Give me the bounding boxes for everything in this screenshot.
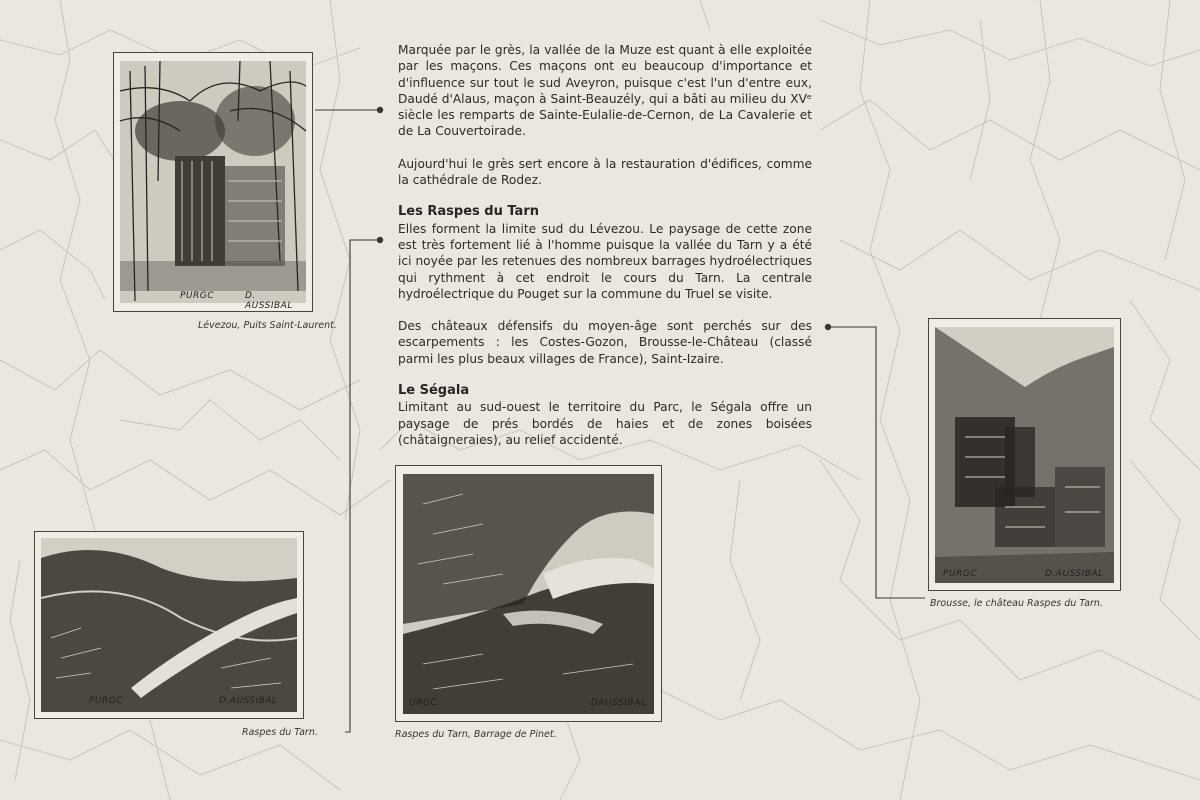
heading-raspes: Les Raspes du Tarn (398, 204, 539, 220)
frame-raspes-du-tarn (34, 531, 304, 719)
sketch-barrage-de-pinet (403, 474, 654, 714)
signature-left: PURGC (180, 291, 215, 301)
caption-brousse-le-chateau: Brousse, le château Raspes du Tarn. (930, 598, 1103, 609)
sketch-raspes-du-tarn (41, 538, 297, 712)
sketch-brousse-le-chateau (935, 327, 1114, 583)
caption-puits-saint-laurent: Lévezou, Puits Saint-Laurent. (198, 320, 337, 331)
paragraph-segala: Limitant au sud-ouest le territoire du Parc, le Ségala offre un paysage de prés bordés de haies et de zones boisées (châtaigneraies), au relief accidenté. (398, 400, 812, 447)
caption-barrage-de-pinet: Raspes du Tarn, Barrage de Pinet. (395, 729, 557, 740)
paragraph-raspes: Elles forment la limite sud du Lévezou. Le paysage de cette zone est très fortement lié à l'homme puisque la vallée du Tarn y a été ici noyée par les retenues des nombreux barrages hydroélectriques qui rythment à cet endroit le cours du Tarn. La centrale hydroélectrique du Pouget sur la commune du Truel se visite. (398, 221, 812, 301)
paragraph-restauration: Aujourd'hui le grès sert encore à la restauration d'édifices, comme la cathédrale de Rodez. (398, 156, 812, 188)
signature-left: PURGC (943, 569, 978, 579)
frame-brousse-le-chateau (928, 318, 1121, 591)
frame-puits-saint-laurent (113, 52, 313, 312)
caption-raspes-du-tarn: Raspes du Tarn. (242, 727, 318, 738)
signature-right: D.AUSSIBAL (219, 696, 278, 706)
heading-segala: Le Ségala (398, 383, 470, 399)
frame-barrage-de-pinet (395, 465, 662, 722)
sketch-puits-saint-laurent (120, 61, 306, 311)
signature-left: PURGC (89, 696, 124, 706)
signature-right: D. AUSSIBAL (245, 291, 293, 311)
signature-right: D.AUSSIBAL (1045, 569, 1104, 579)
paragraph-chateaux: Des châteaux défensifs du moyen-âge sont perchés sur des escarpements : les Costes-Gozon, Brousse-le-Château (classé parmi les plus beaux villages de France), Saint-Izaire. (398, 319, 812, 366)
text-block (398, 42, 812, 448)
signature-left: URGC (409, 698, 438, 708)
paragraph-gres: Marquée par le grès, la vallée de la Muze est quant à elle exploitée par les maçons. Ces maçons ont eu beaucoup d'importance et d'influence sur tout le sud Aveyron, puisque c'est l'un d'entre eux, Daudé d'Alaus, maçon à Saint-Beauzély, qui a bâti au milieu du XVᵉ siècle les remparts de Sainte-Eulalie-de-Cernon, de La Cavalerie et de La Couvertoirade. (398, 43, 812, 139)
signature-right: DAUSSIBAL (591, 698, 647, 708)
